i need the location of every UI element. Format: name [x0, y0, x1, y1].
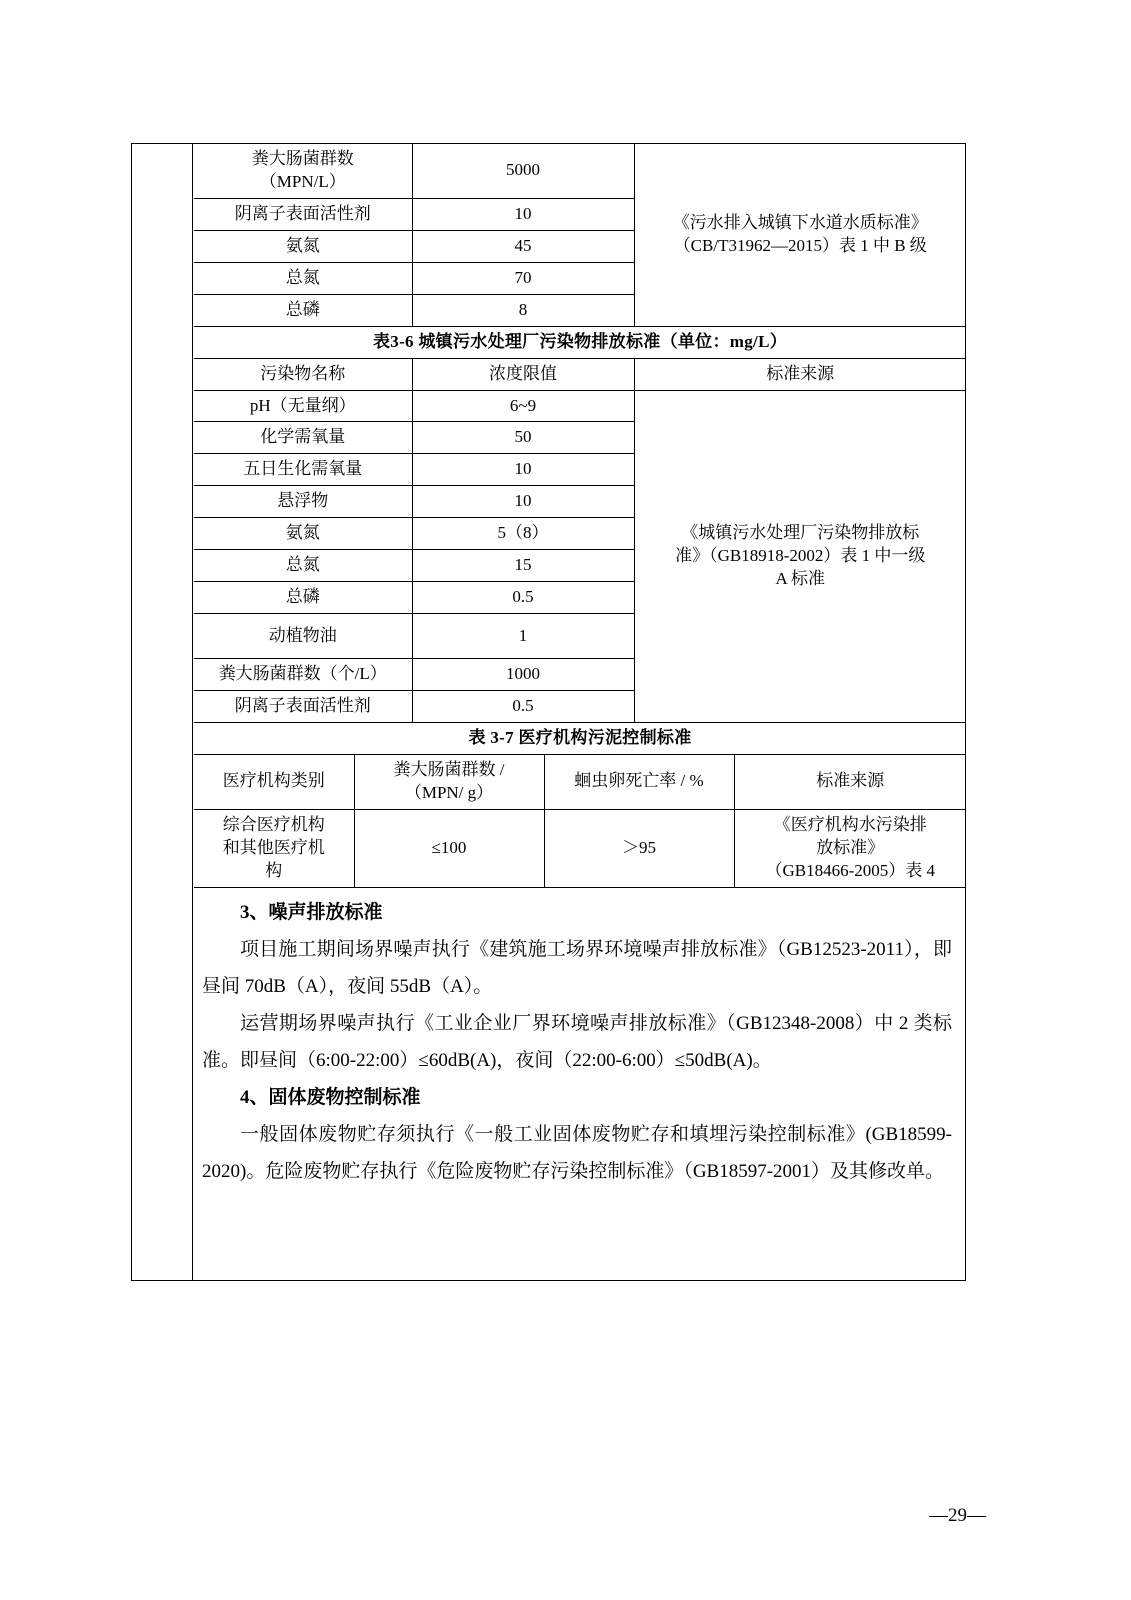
- coliform-value: ≤100: [354, 809, 544, 887]
- pollutant-name: 粪大肠菌群数（个/L）: [194, 659, 412, 691]
- paragraph-noise-construction: 项目施工期间场界噪声执行《建筑施工场界环境噪声排放标准》（GB12523-2011），即昼间 70dB（A），夜间 55dB（A）。: [202, 938, 952, 997]
- medical-category-line2: 和其他医疗机: [222, 837, 325, 857]
- pollutant-value: 0.5: [412, 691, 634, 723]
- column-header-coliform: [354, 754, 544, 809]
- standard-source-line2: 准》（GB18918-2002）表 1 中一级: [675, 545, 926, 565]
- pollutant-name: 化学需氧量: [194, 422, 412, 454]
- table-header-row: [194, 358, 966, 390]
- table-3-6-municipal-wwtp-standard: [194, 327, 966, 723]
- pollutant-name: 五日生化需氧量: [194, 454, 412, 486]
- medical-category-line1: 综合医疗机构: [222, 814, 325, 834]
- table-title-row: [194, 723, 966, 754]
- pollutant-name: 总氮: [194, 262, 412, 294]
- standard-source-line1: 《城镇污水处理厂污染物排放标: [681, 522, 920, 542]
- column-header-source: 标准来源: [634, 358, 966, 390]
- table-wastewater-sewer-standard: [194, 143, 966, 327]
- standard-source-line1: 《医疗机构水污染排: [773, 814, 927, 834]
- pollutant-name: 氨氮: [194, 518, 412, 550]
- text-sections: [194, 888, 966, 1190]
- pollutant-value: 50: [412, 422, 634, 454]
- column-header-coliform-line1: 粪大肠菌群数 /: [393, 759, 505, 779]
- pollutant-name-line1: 粪大肠菌群数: [251, 149, 354, 168]
- medical-category-line3: 构: [265, 860, 283, 880]
- table-row: [194, 809, 966, 887]
- ascaris-value: ＞95: [544, 809, 734, 887]
- standard-source-line2: 放标准》: [816, 837, 885, 857]
- pollutant-name-line2: （MPN/L）: [259, 171, 346, 191]
- pollutant-value: 10: [412, 198, 634, 230]
- column-header-limit: 浓度限值: [412, 358, 634, 390]
- pollutant-name: 总氮: [194, 550, 412, 582]
- section-heading-noise: 3、噪声排放标准: [240, 901, 383, 923]
- pollutant-value: 5000: [412, 144, 634, 199]
- section-heading-solid-waste: 4、固体废物控制标准: [240, 1086, 421, 1108]
- page-number: —29—: [929, 1505, 986, 1526]
- table-3-7-medical-sludge-standard: [194, 723, 966, 888]
- pollutant-name: pH（无量纲）: [194, 390, 412, 422]
- standard-source: [634, 390, 966, 722]
- standard-source-line2: （CB/T31962—2015）表 1 中 B 级: [673, 235, 927, 255]
- standard-source: [734, 809, 966, 887]
- pollutant-value: 1: [412, 614, 634, 659]
- pollutant-value: 10: [412, 486, 634, 518]
- table-row: [194, 390, 966, 422]
- table-row: [194, 144, 966, 199]
- table-title-row: [194, 327, 966, 358]
- standard-source: [634, 144, 966, 327]
- pollutant-value: 15: [412, 550, 634, 582]
- pollutant-value: 1000: [412, 659, 634, 691]
- medical-category: [194, 809, 354, 887]
- standard-source-line1: 《污水排入城镇下水道水质标准》: [672, 212, 928, 232]
- pollutant-value: 10: [412, 454, 634, 486]
- standard-source-line3: A 标准: [775, 568, 826, 588]
- paragraph-solid-waste: 一般固体废物贮存须执行《一般工业固体废物贮存和填埋污染控制标准》(GB18599-2020)。危险废物贮存执行《危险废物贮存污染控制标准》（GB18597-2001）及其修改单。: [202, 1123, 952, 1182]
- column-header-category: 医疗机构类别: [194, 754, 354, 809]
- pollutant-value: 6~9: [412, 390, 634, 422]
- table-header-row: [194, 754, 966, 809]
- pollutant-value: 70: [412, 262, 634, 294]
- pollutant-name: 阴离子表面活性剂: [194, 198, 412, 230]
- column-header-source: 标准来源: [734, 754, 966, 809]
- pollutant-name: 总磷: [194, 294, 412, 326]
- column-header-ascaris: 蛔虫卵死亡率 / %: [544, 754, 734, 809]
- pollutant-name: 氨氮: [194, 230, 412, 262]
- pollutant-value: 0.5: [412, 582, 634, 614]
- pollutant-name: 悬浮物: [194, 486, 412, 518]
- table-3-7-title: 表 3-7 医疗机构污泥控制标准: [194, 723, 966, 754]
- pollutant-name: 阴离子表面活性剂: [194, 691, 412, 723]
- pollutant-name: 动植物油: [194, 614, 412, 659]
- pollutant-value: 8: [412, 294, 634, 326]
- pollutant-name: 总磷: [194, 582, 412, 614]
- standard-source-line3: （GB18466-2005）表 4: [765, 860, 936, 880]
- pollutant-value: 45: [412, 230, 634, 262]
- pollutant-name: [194, 144, 412, 199]
- column-header-coliform-line2: （MPN/ g）: [404, 782, 494, 802]
- form-left-column-divider: [192, 143, 193, 1281]
- table-3-6-title: 表3-6 城镇污水处理厂污染物排放标准（单位：mg/L）: [194, 327, 966, 358]
- column-header-pollutant: 污染物名称: [194, 358, 412, 390]
- pollutant-value: 5（8）: [412, 518, 634, 550]
- paragraph-noise-operation: 运营期场界噪声执行《工业企业厂界环境噪声排放标准》（GB12348-2008）中 2 类标准。即昼间（6:00-22:00）≤60dB(A)，夜间（22:00-6:00）≤50dB(A)。: [202, 1012, 952, 1071]
- form-content-area: [194, 143, 966, 1281]
